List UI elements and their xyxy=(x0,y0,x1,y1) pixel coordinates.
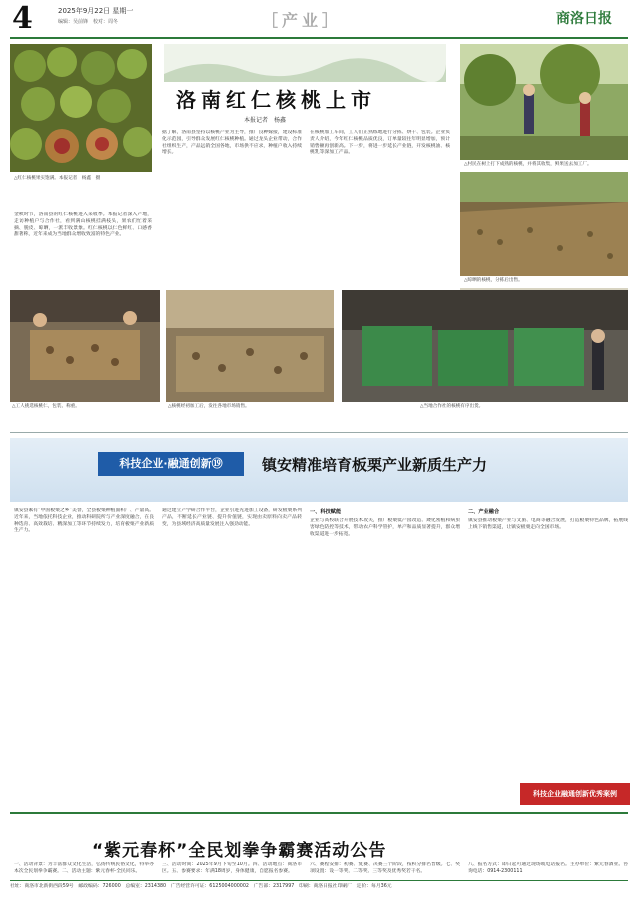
story3-column-2: 三、活动时间：2025年9月下旬至10月。四、活动地点：商洛市区。五、参赛要求：年满18周岁，身体健康，自愿报名参赛。 xyxy=(162,862,302,874)
caption-warehouse: △当地合作社的核桃有序出货。 xyxy=(420,404,484,409)
warehouse-photo xyxy=(342,290,628,402)
banner-landscape xyxy=(164,44,446,82)
page-header xyxy=(0,0,638,40)
page-footer: 社址：商洛市北新街西段59号 邮政编码：726000 总编室：2314380 广告经营许可证：6125004000002 广告部：2317997 印刷：商洛日报社印刷厂 定价：每月36元 xyxy=(10,880,628,893)
issue-date: 2025年9月22日 星期一 xyxy=(58,7,134,15)
story3-column-4: 八、报名方式：即日起可通过现场或电话报名。主办单位：紫元春酒业。咨询电话：0914-2300111 xyxy=(468,862,628,874)
harvest-photo xyxy=(460,44,628,160)
story1-column-1: 金秋时节，洛南县的红仁核桃进入采收季。本报记者深入产地，走访种植户与合作社，看到满山核桃挂满枝头，果农们忙着采摘、脱皮、晾晒，一派丰收景象。红仁核桃以仁色鲜红、口感香甜著称，近年来成为当地群众增收致富的特色产业。 xyxy=(14,212,152,238)
story1-byline: 本报记者 杨鑫 xyxy=(244,117,287,124)
section-divider xyxy=(10,432,628,433)
story1-column-2: 据了解，洛南县坚持以核桃产业为主导，推广良种嫁接，建设标准化示范园，引导群众发展红仁核桃种植。通过龙头企业带动，合作社组织生产，产品远销全国各地，市场供不应求，种植户收入持续增长。 xyxy=(162,130,302,156)
processing-photo xyxy=(166,290,334,402)
story3-headline: “紫元春杯”全民划拳争霸赛活动公告 xyxy=(92,841,387,861)
caption-sorting: △工人挑选核桃仁，包装、称重。 xyxy=(12,404,80,409)
masthead-logo: 商洛日报 xyxy=(556,11,612,27)
caption-harvest: △村民在树上打下成熟的核桃，并将其收集，鲜果送去加工厂。 xyxy=(464,162,592,167)
story2-badge: 科技企业融通创新优秀案例 xyxy=(520,783,630,805)
caption-drying: △晾晒的核桃，分拣后出售。 xyxy=(464,278,523,283)
story3-column-1: 一、活动背景：为丰富群众文化生活，弘扬传统民俗文化，特举办本次全民划拳争霸赛。二、活动主题：紫元春杯·全民同乐。 xyxy=(14,862,154,874)
story1-headline: 洛南红仁核桃上市 xyxy=(176,88,376,112)
story2-subhead-1: 一、科技赋能 xyxy=(310,509,342,515)
section-divider-2 xyxy=(10,812,628,814)
page-number: 4 xyxy=(12,1,33,36)
header-rule xyxy=(10,37,628,39)
story2-subhead-2: 二、产业融合 xyxy=(468,509,500,515)
caption-processing: △核桃经初加工后，发往各地市场销售。 xyxy=(168,404,250,409)
story1-column-3: 在核桃加工车间，工人们正熟练地进行分拣、烘干、包装。企业负责人介绍，今年红仁核桃品质优良，订单量较往年明显增加，预计销售额再创新高。下一步，将进一步延长产业链，开发核桃油、核桃乳等深加工产品。 xyxy=(310,130,450,156)
caption-walnut: △红仁核桃果实饱满。本报记者 杨鑫 摄 xyxy=(14,176,101,181)
walnut-photo xyxy=(10,44,152,172)
section-label: ［产业］ xyxy=(262,11,343,30)
story2-headline: 镇安精准培育板栗产业新质生产力 xyxy=(262,456,488,474)
story2-column-4: 镇安县推动板栗产业与文旅、电商等融合发展，打造板栗特色品牌，拓展线上线下销售渠道，让镇安板栗走向全国市场。 xyxy=(468,518,628,530)
story2-column-3: 企业与高校联合开展技术攻关，推广板栗低产园改造、矮化密植和病虫害绿色防控等技术，带动农户科学管护，单产和品质显著提升，群众增收渠道进一步拓宽。 xyxy=(310,518,460,537)
story3-column-3: 六、赛程安排：初赛、复赛、决赛三个阶段，按积分排名晋级。七、奖项设置：设一等奖、二等奖、三等奖及优秀奖若干名。 xyxy=(310,862,460,874)
sorting-photo xyxy=(10,290,160,402)
story2-kicker: 科技企业·融通创新⑲ xyxy=(98,452,244,476)
drying-photo xyxy=(460,172,628,276)
story2-column-1: 镇安县素有“中国板栗之乡”美誉，全县板栗种植面积广、产量高。近年来，当地依托科技企业，推动科研院所与产业深度融合，在良种选育、高效栽培、精深加工等环节持续发力，培育板栗产业新质生产力。 xyxy=(14,508,154,534)
story2-column-2: 通过建立产学研合作平台，企业引进先进加工设备，研发板栗系列产品，不断延长产业链、提升价值链，实现由卖原料向卖产品转变，为县域经济高质量发展注入强劲动能。 xyxy=(162,508,302,527)
editor-line: 编辑：吴前锋 校对：周冬 xyxy=(58,19,119,25)
